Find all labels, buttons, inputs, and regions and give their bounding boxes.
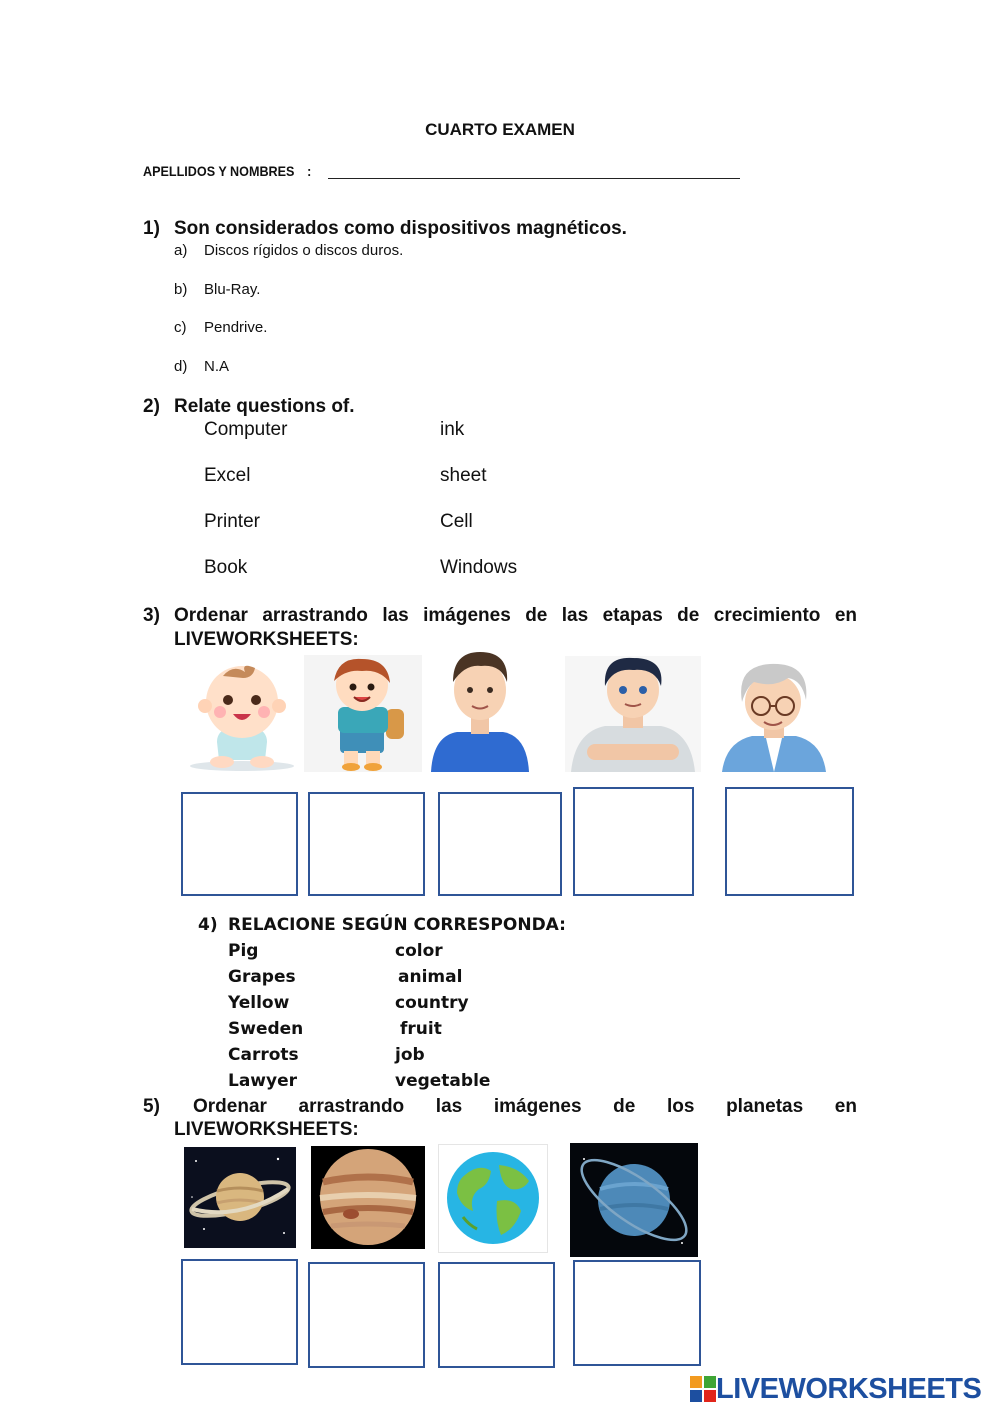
q4-right-item: color (395, 941, 443, 961)
saturn-image[interactable] (184, 1147, 296, 1248)
q4-left-item: Grapes (228, 967, 296, 987)
q2-left-item: Book (204, 557, 248, 578)
q4-right-item: country (395, 993, 469, 1013)
q3-number: 3) (143, 605, 160, 626)
q3-text: Ordenar arrastrando las imágenes de las etapas de crecimiento en (174, 605, 857, 626)
q4-number: 4) (198, 915, 218, 935)
q4-left-item: Pig (228, 941, 259, 961)
adult-image[interactable] (565, 656, 701, 772)
q1-option-d-letter: d) (174, 358, 188, 375)
q2-left-item: Excel (204, 465, 251, 486)
logo-text: LIVEWORKSHEETS (716, 1372, 982, 1405)
q1-option-a-letter: a) (174, 242, 188, 259)
q5-number: 5) (143, 1096, 160, 1117)
q1-option-b: Blu-Ray. (204, 281, 261, 298)
q3-drop-box-2[interactable] (308, 792, 425, 896)
q4-right-item: job (395, 1045, 425, 1065)
elderly-image[interactable] (718, 658, 830, 772)
q1-option-d: N.A (204, 358, 230, 375)
name-label: APELLIDOS Y NOMBRES : (143, 163, 312, 179)
q4-text: RELACIONE SEGÚN CORRESPONDA: (228, 915, 566, 935)
q4-left-item: Lawyer (228, 1071, 298, 1091)
uranus-image[interactable] (570, 1143, 698, 1257)
q1-text: Son considerados como dispositivos magnéticos. (174, 218, 627, 239)
q5-text-line2: LIVEWORKSHEETS: (174, 1119, 359, 1140)
q2-left-item: Printer (204, 511, 260, 532)
q4-left-item: Carrots (228, 1045, 299, 1065)
q1-option-c: Pendrive. (204, 319, 268, 336)
q5-drop-box-3[interactable] (438, 1262, 555, 1368)
earth-image[interactable] (438, 1144, 548, 1253)
q1-option-a: Discos rígidos o discos duros. (204, 242, 404, 259)
q4-left-item: Yellow (228, 993, 290, 1013)
q5-drop-box-1[interactable] (181, 1259, 298, 1365)
q2-right-item: Windows (440, 557, 518, 578)
teen-image[interactable] (425, 648, 535, 772)
q1-option-c-letter: c) (174, 319, 187, 336)
child-image[interactable] (304, 655, 422, 772)
q4-right-item: vegetable (395, 1071, 491, 1091)
baby-image[interactable] (183, 660, 301, 772)
jupiter-image[interactable] (311, 1146, 425, 1249)
q3-text-line2: LIVEWORKSHEETS: (174, 629, 359, 650)
page-title: CUARTO EXAMEN (425, 120, 575, 139)
q4-right-item: animal (398, 967, 463, 987)
q1-number: 1) (143, 218, 160, 239)
liveworksheets-logo (690, 1372, 981, 1406)
q4-right-item: fruit (400, 1019, 442, 1039)
q3-drop-box-4[interactable] (573, 787, 694, 896)
q3-drop-box-5[interactable] (725, 787, 854, 896)
q5-drop-box-2[interactable] (308, 1262, 425, 1368)
q5-text: Ordenar arrastrando las imágenes de los planetas en (193, 1096, 857, 1117)
q5-drop-box-4[interactable] (573, 1260, 701, 1366)
liveworksheets-logo-icon (690, 1376, 716, 1402)
q2-right-item: Cell (440, 511, 473, 532)
name-field-line[interactable] (328, 178, 740, 179)
q1-option-b-letter: b) (174, 281, 188, 298)
q2-right-item: ink (440, 419, 465, 440)
q3-drop-box-1[interactable] (181, 792, 298, 896)
q2-text: Relate questions of. (174, 396, 355, 417)
q4-left-item: Sweden (228, 1019, 304, 1039)
q3-drop-box-3[interactable] (438, 792, 562, 896)
q2-left-item: Computer (204, 419, 288, 440)
q2-number: 2) (143, 396, 160, 417)
q2-right-item: sheet (440, 465, 487, 486)
